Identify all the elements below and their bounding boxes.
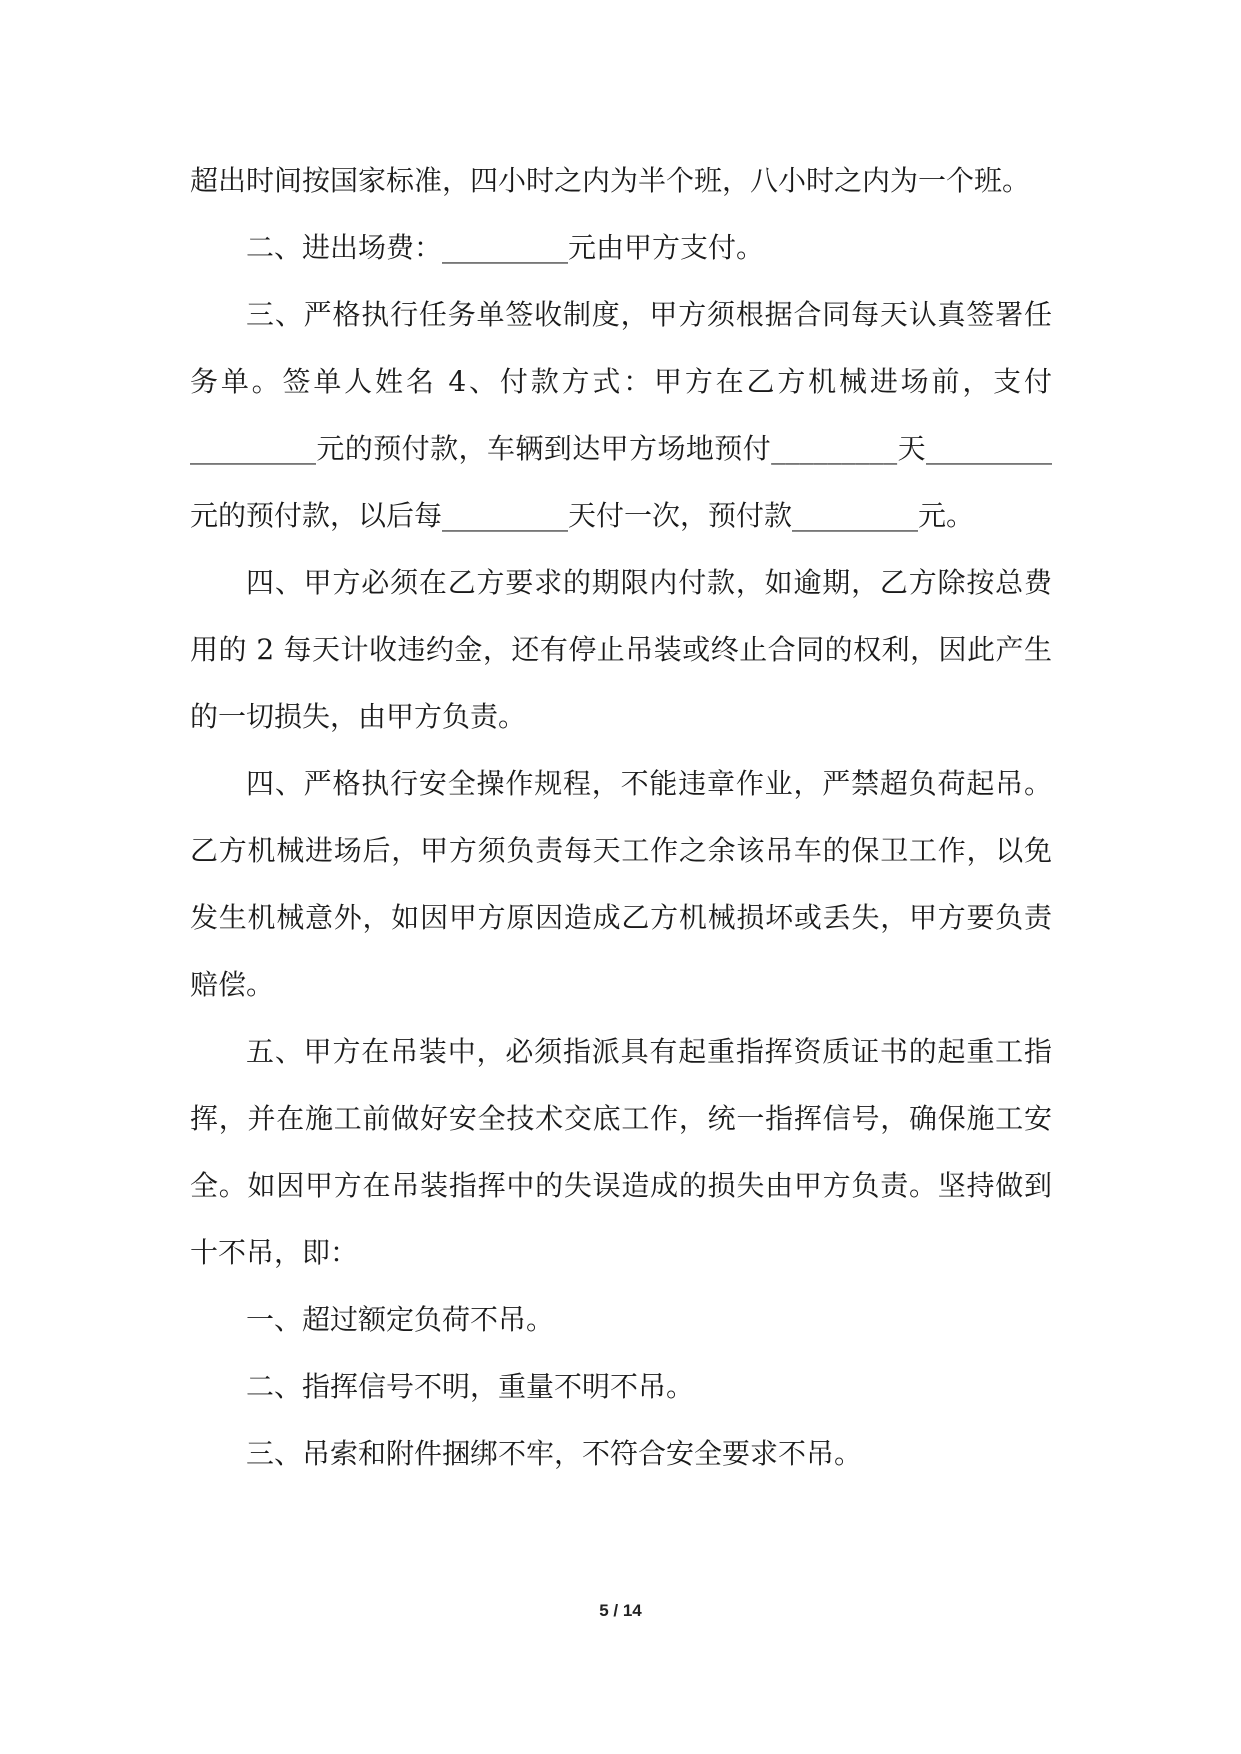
paragraph-task-sheet-payment: 三、严格执行任务单签收制度，甲方须根据合同每天认真签署任务单。签单人姓名 4、付款方式：甲方在乙方机械进场前，支付_________元的预付款，车辆到达甲方场地预付_________天_________元的预付款，以后每_________天付一次，预付款_________元。 bbox=[190, 298, 1052, 532]
paragraph-entry-fee: 二、进出场费：_________元由甲方支付。 bbox=[246, 231, 765, 264]
paragraph-lifting-command: 五、甲方在吊装中，必须指派具有起重指挥资质证书的起重工指挥，并在施工前做好安全技术交底工作，统一指挥信号，确保施工安全。如因甲方在吊装指挥中的失误造成的损失由甲方负责。坚持做到十不吊，即： bbox=[190, 1035, 1052, 1269]
paragraph-safety-rules: 四、严格执行安全操作规程，不能违章作业，严禁超负荷起吊。乙方机械进场后，甲方须负责每天工作之余该吊车的保卫工作，以免发生机械意外，如因甲方原因造成乙方机械损坏或丢失，甲方要负责赔偿。 bbox=[190, 767, 1052, 1001]
list-item-unclear-signal: 二、指挥信号不明，重量不明不吊。 bbox=[246, 1370, 695, 1403]
list-item-overload: 一、超过额定负荷不吊。 bbox=[246, 1303, 555, 1336]
paragraph-continuation: 超出时间按国家标准，四小时之内为半个班，八小时之内为一个班。 bbox=[190, 164, 1031, 197]
page-number: 5 / 14 bbox=[599, 1601, 642, 1620]
list-item-loose-rigging: 三、吊索和附件捆绑不牢，不符合安全要求不吊。 bbox=[246, 1437, 863, 1470]
paragraph-payment-deadline: 四、甲方必须在乙方要求的期限内付款，如逾期，乙方除按总费用的 2 每天计收违约金，还有停止吊装或终止合同的权利，因此产生的一切损失，由甲方负责。 bbox=[190, 566, 1052, 733]
document-body bbox=[190, 147, 1052, 1487]
